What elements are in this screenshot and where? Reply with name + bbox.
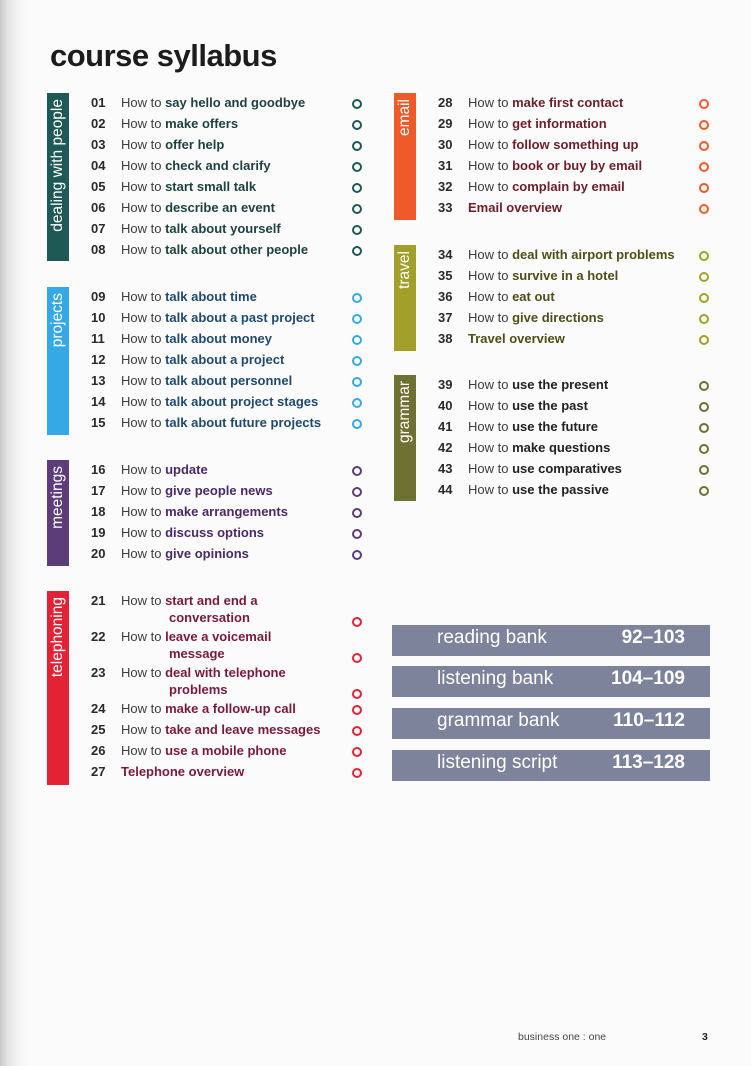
unit-row <box>394 461 724 481</box>
unit-number: 19 <box>91 525 106 540</box>
progress-checkbox-circle-icon[interactable] <box>352 419 362 429</box>
progress-checkbox-circle-icon[interactable] <box>352 726 362 736</box>
unit-number: 12 <box>91 352 106 367</box>
section-meetings <box>47 460 377 566</box>
unit-prefix: How to <box>468 461 513 476</box>
progress-checkbox-circle-icon[interactable] <box>352 747 362 757</box>
unit-row <box>394 482 724 502</box>
unit-prefix: How to <box>121 352 166 367</box>
unit-prefix: How to <box>121 373 166 388</box>
unit-number: 42 <box>438 440 453 455</box>
unit-topic: survive in a hotel <box>512 268 619 283</box>
unit-prefix: How to <box>468 289 513 304</box>
unit-title <box>121 504 288 519</box>
unit-number: 16 <box>91 462 106 477</box>
unit-number: 39 <box>438 377 453 392</box>
unit-title <box>468 461 622 476</box>
unit-row <box>394 95 724 115</box>
unit-row <box>394 137 724 157</box>
unit-row <box>47 462 377 482</box>
unit-row <box>47 352 377 372</box>
progress-checkbox-circle-icon[interactable] <box>699 402 709 412</box>
unit-title <box>468 419 598 434</box>
unit-title <box>121 764 244 779</box>
progress-checkbox-circle-icon[interactable] <box>699 120 709 130</box>
unit-prefix: How to <box>468 440 513 455</box>
progress-checkbox-circle-icon[interactable] <box>352 99 362 109</box>
unit-row <box>47 200 377 220</box>
progress-checkbox-circle-icon[interactable] <box>352 705 362 715</box>
unit-title <box>121 665 286 697</box>
bank-label: grammar bank <box>437 710 560 731</box>
unit-number: 03 <box>91 137 106 152</box>
unit-topic: talk about time <box>165 289 257 304</box>
unit-topic: talk about project stages <box>165 394 319 409</box>
unit-prefix: How to <box>121 221 166 236</box>
progress-checkbox-circle-icon[interactable] <box>352 768 362 778</box>
unit-number: 13 <box>91 373 106 388</box>
unit-number: 28 <box>438 95 453 110</box>
progress-checkbox-circle-icon[interactable] <box>352 246 362 256</box>
unit-topic: deal with airport problems <box>512 247 675 262</box>
unit-title <box>121 242 308 257</box>
unit-row <box>47 483 377 503</box>
unit-row <box>47 116 377 136</box>
progress-checkbox-circle-icon[interactable] <box>699 335 709 345</box>
unit-row <box>394 440 724 460</box>
unit-number: 34 <box>438 247 453 262</box>
unit-number: 35 <box>438 268 453 283</box>
progress-checkbox-circle-icon[interactable] <box>352 314 362 324</box>
unit-number: 20 <box>91 546 106 561</box>
progress-checkbox-circle-icon[interactable] <box>699 141 709 151</box>
unit-title <box>468 398 588 413</box>
unit-prefix: How to <box>468 310 513 325</box>
unit-title <box>468 200 562 215</box>
unit-topic: talk about other people <box>165 242 309 257</box>
progress-checkbox-circle-icon[interactable] <box>699 99 709 109</box>
unit-title <box>121 310 315 325</box>
unit-row <box>47 504 377 524</box>
unit-topic: Telephone overview <box>121 764 245 779</box>
bank-link-grammar-bank[interactable] <box>392 708 710 739</box>
unit-title <box>121 743 286 758</box>
unit-row <box>394 158 724 178</box>
unit-topic: give opinions <box>165 546 249 561</box>
progress-checkbox-circle-icon[interactable] <box>352 356 362 366</box>
unit-topic: discuss options <box>165 525 265 540</box>
progress-checkbox-circle-icon[interactable] <box>352 162 362 172</box>
progress-checkbox-circle-icon[interactable] <box>352 550 362 560</box>
unit-prefix: How to <box>468 377 513 392</box>
unit-row <box>47 331 377 351</box>
unit-title <box>121 462 208 477</box>
unit-prefix: How to <box>121 483 166 498</box>
unit-topic: use the present <box>512 377 609 392</box>
unit-title <box>468 440 610 455</box>
unit-topic-line2: message <box>169 646 225 661</box>
unit-number: 04 <box>91 158 106 173</box>
unit-prefix: How to <box>468 116 513 131</box>
unit-prefix: How to <box>468 482 513 497</box>
unit-number: 25 <box>91 722 106 737</box>
unit-title <box>121 200 275 215</box>
unit-row <box>394 398 724 418</box>
section-email <box>394 93 724 220</box>
unit-topic-line2: conversation <box>169 610 250 625</box>
unit-row <box>47 242 377 262</box>
progress-checkbox-circle-icon[interactable] <box>352 293 362 303</box>
section-grammar <box>394 375 724 501</box>
progress-checkbox-circle-icon[interactable] <box>352 689 362 699</box>
bank-label: listening bank <box>437 668 554 689</box>
unit-title <box>468 289 555 304</box>
unit-title <box>121 415 321 430</box>
unit-title <box>121 394 318 409</box>
page-spine-shadow <box>0 0 30 1066</box>
unit-number: 02 <box>91 116 106 131</box>
unit-prefix: How to <box>121 116 166 131</box>
section-telephoning <box>47 591 377 785</box>
progress-checkbox-circle-icon[interactable] <box>699 444 709 454</box>
progress-checkbox-circle-icon[interactable] <box>352 617 362 627</box>
unit-title <box>121 701 296 716</box>
bank-label: reading bank <box>437 627 547 648</box>
section-tab-label: dealing with people <box>49 99 66 232</box>
unit-number: 06 <box>91 200 106 215</box>
progress-checkbox-circle-icon[interactable] <box>352 508 362 518</box>
unit-prefix: How to <box>121 504 166 519</box>
unit-topic: give directions <box>512 310 604 325</box>
unit-row <box>47 764 377 784</box>
unit-number: 15 <box>91 415 106 430</box>
unit-topic: start and end a <box>165 593 258 608</box>
unit-title <box>468 137 638 152</box>
section-tab-label: telephoning <box>49 597 66 678</box>
unit-row <box>47 158 377 178</box>
unit-topic: use a mobile phone <box>165 743 287 758</box>
unit-topic: make arrangements <box>165 504 288 519</box>
unit-row <box>394 268 724 288</box>
unit-topic: take and leave messages <box>165 722 321 737</box>
unit-title <box>468 377 608 392</box>
unit-number: 33 <box>438 200 453 215</box>
unit-row <box>47 629 377 661</box>
unit-row <box>394 419 724 439</box>
unit-prefix: How to <box>121 722 166 737</box>
progress-checkbox-circle-icon[interactable] <box>352 335 362 345</box>
unit-title <box>121 525 264 540</box>
unit-title <box>121 179 256 194</box>
progress-checkbox-circle-icon[interactable] <box>699 293 709 303</box>
progress-checkbox-circle-icon[interactable] <box>352 225 362 235</box>
unit-topic: follow something up <box>512 137 639 152</box>
unit-title <box>468 268 618 283</box>
unit-row <box>47 546 377 566</box>
unit-number: 22 <box>91 629 106 644</box>
unit-prefix: How to <box>121 200 166 215</box>
unit-topic: start small talk <box>165 179 257 194</box>
unit-topic: offer help <box>165 137 225 152</box>
unit-row <box>47 743 377 763</box>
unit-title <box>121 95 305 110</box>
unit-row <box>47 221 377 241</box>
unit-topic: talk about personnel <box>165 373 293 388</box>
unit-prefix: How to <box>121 743 166 758</box>
unit-title <box>121 352 284 367</box>
unit-topic-line2: problems <box>169 682 228 697</box>
unit-topic: complain by email <box>512 179 625 194</box>
unit-title <box>121 331 272 346</box>
unit-row <box>47 722 377 742</box>
unit-topic: use comparatives <box>512 461 622 476</box>
unit-number: 05 <box>91 179 106 194</box>
unit-topic: talk about money <box>165 331 272 346</box>
unit-topic: describe an event <box>165 200 275 215</box>
unit-row <box>394 331 724 351</box>
unit-row <box>47 137 377 157</box>
unit-prefix: How to <box>468 419 513 434</box>
unit-prefix: How to <box>468 137 513 152</box>
unit-prefix: How to <box>121 137 166 152</box>
unit-topic: Email overview <box>468 200 562 215</box>
unit-number: 01 <box>91 95 106 110</box>
unit-prefix: How to <box>468 247 513 262</box>
section-dealing-with-people <box>47 93 377 261</box>
unit-title <box>121 722 320 737</box>
unit-title <box>121 546 249 561</box>
unit-topic: book or buy by email <box>512 158 643 173</box>
unit-topic: eat out <box>512 289 555 304</box>
progress-checkbox-circle-icon[interactable] <box>352 183 362 193</box>
unit-prefix: How to <box>468 158 513 173</box>
unit-prefix: How to <box>121 394 166 409</box>
section-travel <box>394 245 724 351</box>
progress-checkbox-circle-icon[interactable] <box>352 529 362 539</box>
unit-title <box>121 221 281 236</box>
progress-checkbox-circle-icon[interactable] <box>699 423 709 433</box>
unit-row <box>47 310 377 330</box>
unit-prefix: How to <box>121 289 166 304</box>
unit-number: 32 <box>438 179 453 194</box>
unit-row <box>394 289 724 309</box>
page-title: course syllabus <box>50 38 277 73</box>
progress-checkbox-circle-icon[interactable] <box>352 466 362 476</box>
progress-checkbox-circle-icon[interactable] <box>352 377 362 387</box>
bank-page-range: 104–109 <box>611 668 685 689</box>
progress-checkbox-circle-icon[interactable] <box>699 204 709 214</box>
unit-row <box>47 95 377 115</box>
unit-number: 41 <box>438 419 453 434</box>
unit-title <box>121 158 271 173</box>
unit-row <box>394 377 724 397</box>
unit-title <box>121 629 272 661</box>
unit-number: 43 <box>438 461 453 476</box>
progress-checkbox-circle-icon[interactable] <box>352 141 362 151</box>
unit-row <box>47 415 377 435</box>
unit-title <box>121 137 224 152</box>
page-number: 3 <box>702 1031 708 1043</box>
bank-label: listening script <box>437 752 558 773</box>
unit-prefix: How to <box>121 415 166 430</box>
unit-prefix: How to <box>121 701 166 716</box>
unit-number: 31 <box>438 158 453 173</box>
unit-title <box>121 116 238 131</box>
unit-number: 18 <box>91 504 106 519</box>
unit-prefix: How to <box>121 95 166 110</box>
unit-prefix: How to <box>468 179 513 194</box>
unit-number: 07 <box>91 221 106 236</box>
unit-number: 36 <box>438 289 453 304</box>
unit-prefix: How to <box>121 629 166 644</box>
unit-number: 27 <box>91 764 106 779</box>
unit-row <box>47 701 377 721</box>
bank-page-range: 113–128 <box>612 752 685 773</box>
unit-title <box>468 179 625 194</box>
unit-number: 24 <box>91 701 106 716</box>
progress-checkbox-circle-icon[interactable] <box>352 487 362 497</box>
unit-number: 40 <box>438 398 453 413</box>
unit-title <box>468 331 565 346</box>
progress-checkbox-circle-icon[interactable] <box>699 251 709 261</box>
unit-number: 44 <box>438 482 453 497</box>
unit-prefix: How to <box>121 310 166 325</box>
unit-number: 10 <box>91 310 106 325</box>
unit-topic: use the past <box>512 398 588 413</box>
bank-link-listening-bank[interactable] <box>392 666 710 697</box>
unit-topic: make offers <box>165 116 239 131</box>
bank-link-reading-bank[interactable] <box>392 625 710 656</box>
unit-number: 08 <box>91 242 106 257</box>
unit-row <box>47 525 377 545</box>
unit-prefix: How to <box>121 593 166 608</box>
unit-topic: use the passive <box>512 482 609 497</box>
unit-number: 26 <box>91 743 106 758</box>
unit-number: 14 <box>91 394 106 409</box>
unit-row <box>394 200 724 220</box>
unit-number: 37 <box>438 310 453 325</box>
unit-title <box>121 593 258 625</box>
section-tab-label: email <box>396 99 413 137</box>
unit-prefix: How to <box>121 331 166 346</box>
unit-topic: use the future <box>512 419 599 434</box>
progress-checkbox-circle-icon[interactable] <box>699 381 709 391</box>
unit-row <box>47 179 377 199</box>
unit-number: 11 <box>91 331 105 346</box>
unit-prefix: How to <box>121 179 166 194</box>
unit-topic: make first contact <box>512 95 624 110</box>
unit-topic: say hello and goodbye <box>165 95 306 110</box>
unit-number: 17 <box>91 483 106 498</box>
unit-row <box>394 179 724 199</box>
unit-title <box>121 483 273 498</box>
section-projects <box>47 287 377 435</box>
unit-prefix: How to <box>121 462 166 477</box>
unit-topic: check and clarify <box>165 158 271 173</box>
progress-checkbox-circle-icon[interactable] <box>699 183 709 193</box>
unit-number: 23 <box>91 665 106 680</box>
unit-title <box>468 310 604 325</box>
unit-row <box>47 289 377 309</box>
progress-checkbox-circle-icon[interactable] <box>352 653 362 663</box>
section-tab-label: meetings <box>49 466 66 529</box>
unit-topic: make a follow-up call <box>165 701 296 716</box>
unit-number: 21 <box>91 593 106 608</box>
unit-row <box>394 116 724 136</box>
unit-topic: get information <box>512 116 607 131</box>
progress-checkbox-circle-icon[interactable] <box>699 162 709 172</box>
unit-number: 38 <box>438 331 453 346</box>
unit-title <box>468 158 642 173</box>
progress-checkbox-circle-icon[interactable] <box>352 204 362 214</box>
unit-title <box>121 289 257 304</box>
unit-topic: talk about future projects <box>165 415 322 430</box>
unit-row <box>47 373 377 393</box>
bank-link-listening-script[interactable] <box>392 750 710 781</box>
unit-row <box>47 665 377 697</box>
footer-brand: business one : one <box>518 1031 607 1043</box>
unit-topic: talk about a project <box>165 352 285 367</box>
progress-checkbox-circle-icon[interactable] <box>352 120 362 130</box>
unit-row <box>394 247 724 267</box>
unit-row <box>394 310 724 330</box>
progress-checkbox-circle-icon[interactable] <box>699 314 709 324</box>
bank-page-range: 110–112 <box>613 710 685 731</box>
unit-topic: give people news <box>165 483 273 498</box>
unit-title <box>468 482 609 497</box>
progress-checkbox-circle-icon[interactable] <box>352 398 362 408</box>
unit-number: 09 <box>91 289 106 304</box>
section-tab-label: travel <box>396 251 413 289</box>
unit-topic: deal with telephone <box>165 665 286 680</box>
unit-row <box>47 394 377 414</box>
unit-title <box>468 247 675 262</box>
unit-prefix: How to <box>121 242 166 257</box>
unit-row <box>47 593 377 625</box>
unit-prefix: How to <box>468 398 513 413</box>
progress-checkbox-circle-icon[interactable] <box>699 465 709 475</box>
section-tab-label: grammar <box>396 381 413 444</box>
unit-topic: talk about a past project <box>165 310 315 325</box>
unit-prefix: How to <box>121 158 166 173</box>
progress-checkbox-circle-icon[interactable] <box>699 272 709 282</box>
unit-prefix: How to <box>468 268 513 283</box>
unit-prefix: How to <box>121 546 166 561</box>
unit-title <box>468 116 607 131</box>
progress-checkbox-circle-icon[interactable] <box>699 486 709 496</box>
unit-topic: make questions <box>512 440 611 455</box>
unit-title <box>468 95 623 110</box>
section-tab-label: projects <box>49 293 66 348</box>
unit-topic: talk about yourself <box>165 221 281 236</box>
unit-prefix: How to <box>121 665 166 680</box>
unit-prefix: How to <box>468 95 513 110</box>
unit-title <box>121 373 292 388</box>
unit-prefix: How to <box>121 525 166 540</box>
unit-number: 30 <box>438 137 453 152</box>
bank-page-range: 92–103 <box>621 627 685 648</box>
unit-topic: Travel overview <box>468 331 565 346</box>
unit-number: 29 <box>438 116 453 131</box>
unit-topic: leave a voicemail <box>165 629 272 644</box>
unit-topic: update <box>165 462 208 477</box>
